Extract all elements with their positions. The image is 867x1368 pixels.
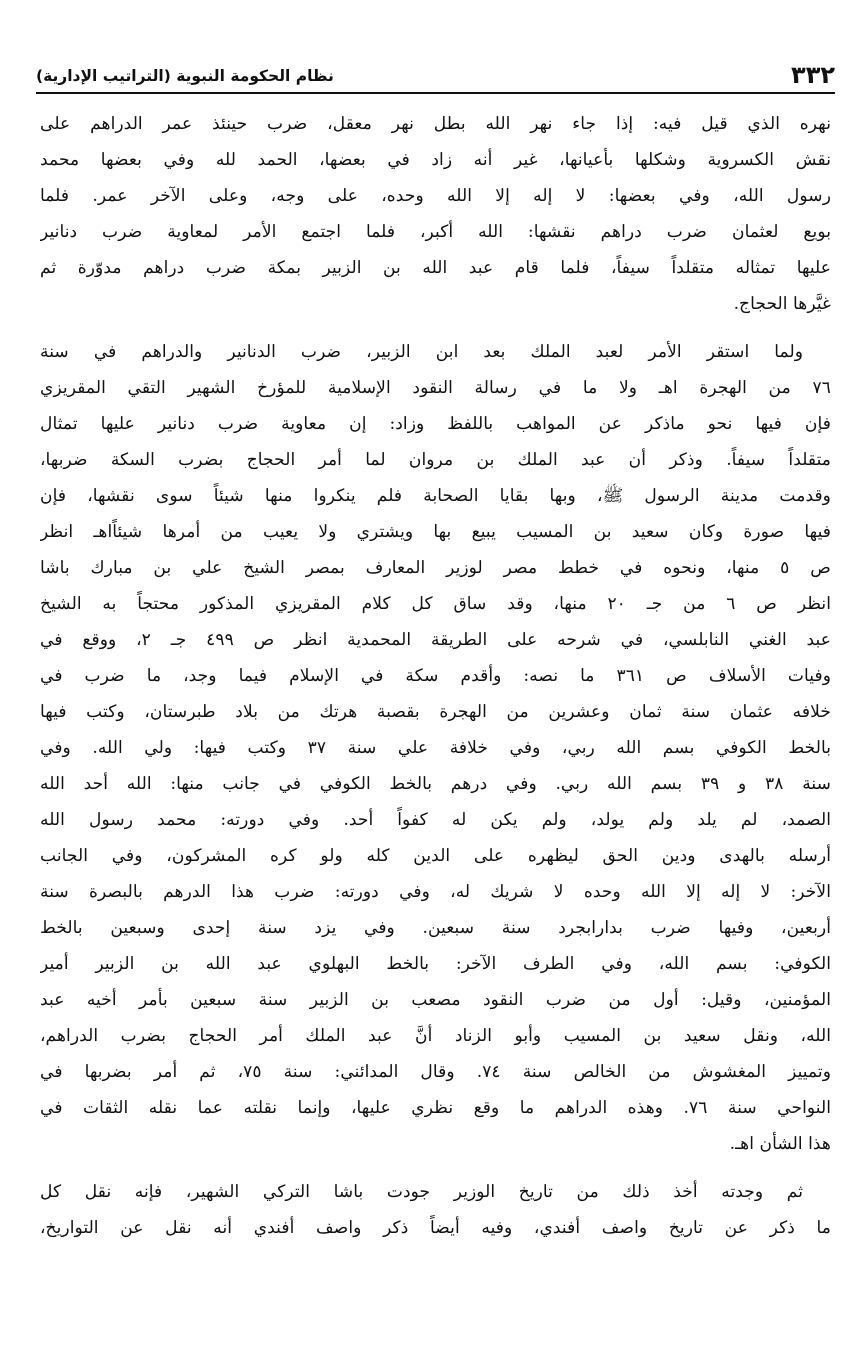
text-line: ٧٦ من الهجرة اهـ ولا ما في رسالة النقود الإسلامية للمؤرخ الشهير التقي المقريزي [40,378,831,398]
text-line: عبد الغني النابلسي، في شرحه على الطريقة المحمدية انظر ص ٤٩٩ جـ ٢، ووقع في [40,630,831,650]
text-line: نهره الذي قيل فيه: إذا جاء نهر الله بطل نهر معقل، ضرب حينئذ عمر الدراهم على [40,114,831,134]
text-line: فإن فيها نحو ماذكر عن المواهب باللفظ وزاد: إن معاوية ضرب دنانير عليها تمثال [40,414,831,434]
running-header [36,56,835,94]
paragraph-1 [40,106,831,322]
text-line: ثم وجدته أخذ ذلك من تاريخ الوزير جودت باشا التركي الشهير، فإنه نقل كل [40,1182,803,1202]
book-title: نظام الحكومة النبوية (التراتيب الإدارية) [36,67,334,85]
text-line: المؤمنين، وقيل: أول من ضرب النقود مصعب بن الزبير سنة سبعين بأمر أخيه عبد [40,990,831,1010]
text-line: انظر ص ٦ من جـ ٢٠ منها، وقد ساق كل كلام المقريزي المذكور محتجاً به الشيخ [40,594,831,614]
text-line: متقلداً سيفاً. وذكر أن عبد الملك بن مروان لما أمر الحجاج بضرب السكة ضربها، [40,450,831,470]
text-line: الله، ونقل سعيد بن المسيب وأبو الزناد أنَّ عبد الملك أمر الحجاج بضرب الدراهم، [40,1026,831,1046]
text-line: ص ٥ منها، ونحوه في خطط مصر لوزير المعارف بمصر الشيخ علي بن مبارك باشا [40,558,831,578]
paragraph-3 [40,1174,831,1246]
text-line: الكوفي: بسم الله، وفي الطرف الآخر: بالخط البهلوي عبد الله بن الزبير أمير [40,954,831,974]
text-line: وتمييز المغشوش من الخالص سنة ٧٤. وقال المدائني: سنة ٧٥، ثم أمر بضربها في [40,1062,831,1082]
text-line: بويع لعثمان ضرب دراهم نقشها: الله أكبر، فلما اجتمع الأمر لمعاوية ضرب دنانير [40,222,831,242]
body-text [40,106,831,1246]
text-line: الصمد، لم يلد ولم يولد، ولم يكن له كفواً أحد. وفي دورته: محمد رسول الله [40,810,831,830]
text-line: سنة ٣٨ و ٣٩ بسم الله ربي. وفي درهم بالخط الكوفي في جانب منها: الله أحد الله [40,774,831,794]
text-line: خلافه عثمان سنة ثمان وعشرين من الهجرة بقصبة هرتك من بلاد طبرستان، وكتب فيها [40,702,831,722]
page-number: ٣٣٢ [791,61,835,89]
text-line: وفيات الأسلاف ص ٣٦١ ما نصه: وأقدم سكة في الإسلام فيما وجد، ما ضرب في [40,666,831,686]
text-line: ولما استقر الأمر لعبد الملك بعد ابن الزبير، ضرب الدنانير والدراهم في سنة [40,342,803,362]
text-line: أرسله بالهدى ودين الحق ليظهره على الدين كله ولو كره المشركون، وفي الجانب [40,846,831,866]
text-line: بالخط الكوفي بسم الله ربي، وفي خلافة علي سنة ٣٧ وكتب فيها: ولي الله. وفي [40,738,831,758]
text-line: فيها صورة وكان سعيد بن المسيب يبيع بها ويشتري ولا يعيب من أمرها شيئاًاهـ انظر [40,522,831,542]
text-line: الآخر: لا إله إلا الله وحده لا شريك له، وفي دورته: ضرب هذا الدرهم بالبصرة سنة [40,882,831,902]
text-line: نقش الكسروية وشكلها بأعيانها، غير أنه زاد في بعضها، الحمد لله وفي بعضها محمد [40,150,831,170]
text-line: أربعين، وفيها ضرب بدارابجرد سنة سبعين. وفي يزد سنة إحدى وسبعين بالخط [40,918,831,938]
text-line: ما ذكر عن تاريخ واصف أفندي، وفيه أيضاً ذكر واصف أفندي أنه نقل عن التواريخ، [40,1218,831,1238]
text-line: النواحي سنة ٧٦. وهذه الدراهم ما وقع نظري عليها، وإنما نقلته عما نقله الثقات في [40,1098,831,1118]
text-line: وقدمت مدينة الرسول ﷺ، وبها بقايا الصحابة فلم ينكروا منها شيئاً سوى نقشها، فإن [40,486,831,506]
text-line: غيَّرها الحجاج. [733,294,831,314]
paragraph-2 [40,334,831,1162]
text-line: رسول الله، وفي بعضها: لا إله إلا الله وحده، على وجه، وعلى الآخر عمر. فلما [40,186,831,206]
text-line: هذا الشأن اهـ. [729,1134,831,1154]
text-line: عليها تمثاله متقلداً سيفاً، فلما قام عبد الله بن الزبير بمكة ضرب دراهم مدوّرة ثم [40,258,831,278]
